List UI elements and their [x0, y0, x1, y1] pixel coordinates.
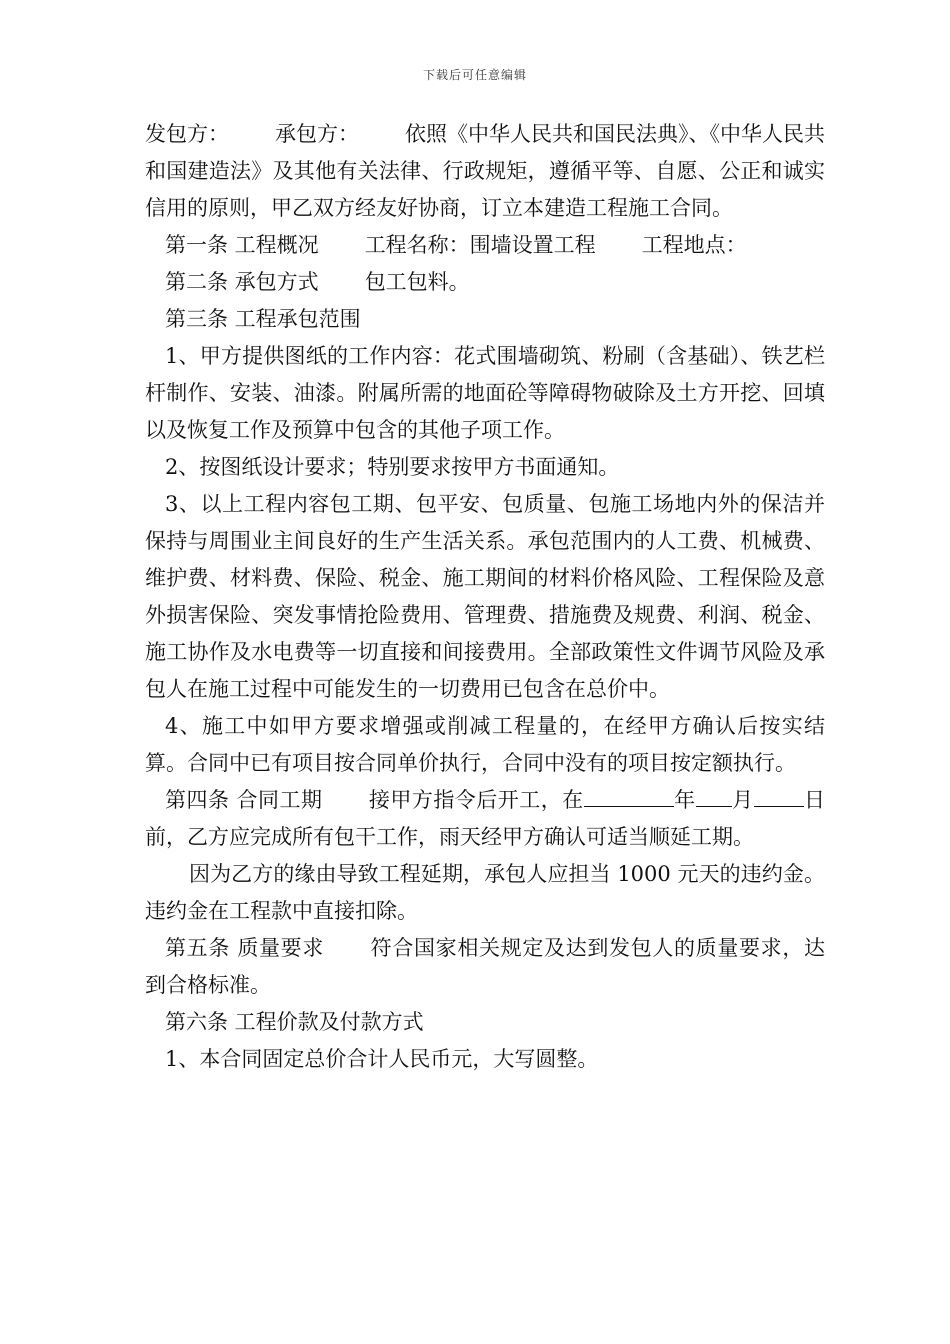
article-3-item-3: 3、以上工程内容包工期、包平安、包质量、包施工场地内外的保洁并保持与周围业主间良好的生产生活关系。承包范围内的人工费、机械费、维护费、材料费、保险、税金、施工期间的材料价格风险、工程保险及意外损害保险、突发事情抢险费用、管理费、措施费及规费、利润、税金、施工协作及水电费等一切直接和间接费用。全部政策性文件调节风险及承包人在施工过程中可能发生的一切费用已包含在总价中。: [145, 492, 825, 701]
preamble-paragraph: [145, 116, 825, 227]
article-4-text-b: 日前，乙方应完成所有包干工作，雨天经甲方确认可适当顺延工期。: [145, 788, 826, 849]
article-4-text-a: 接甲方指令后开工，在: [368, 788, 584, 812]
article-5-title: 第五条 质量要求: [165, 936, 325, 960]
article-4-penalty: 因为乙方的缘由导致工程延期，承包人应担当 1000 元天的违约金。违约金在工程款中直接扣除。: [145, 862, 825, 923]
article-5-line: [145, 930, 825, 1004]
article-1-title: 第一条 工程概况: [165, 233, 319, 257]
start-blank: [584, 782, 674, 807]
year-blank: [696, 782, 732, 807]
month-label: 月: [731, 788, 754, 812]
article-3-item-2: 2、按图纸设计要求；特别要求按甲方书面通知。: [165, 455, 620, 479]
article-2-text: 包工包料。: [364, 270, 470, 294]
article-6-item-1: 1、本合同固定总价合计人民币元，大写圆整。: [165, 1047, 599, 1071]
project-location: 工程地点：: [641, 233, 747, 257]
article-2-title: 第二条 承包方式: [165, 270, 319, 294]
article-3-item-1: 1、甲方提供图纸的工作内容：花式围墙砌筑、粉刷（含基础）、铁艺栏杆制作、安装、油漆。附属所需的地面砼等障碍物破除及土方开挖、回填以及恢复工作及预算中包含的其他子项工作。: [145, 344, 825, 442]
article-4-line: [145, 782, 825, 856]
article-4-title: 第四条 合同工期: [165, 788, 323, 812]
day-blank: [794, 782, 804, 807]
article-5-text: 符合国家相关规定及达到发包人的质量要求，达到合格标准。: [145, 936, 825, 997]
month-blank: [754, 782, 794, 807]
contract-body: [145, 116, 825, 1078]
article-3-title: 第三条 工程承包范围: [165, 307, 361, 331]
article-1-line: [145, 227, 825, 264]
page-header-note: 下载后可任意编辑: [422, 68, 527, 82]
article-2-line: [145, 264, 825, 301]
party-b-label: 承包方：: [275, 122, 359, 146]
article-3-item-4: 4、施工中如甲方要求增强或削减工程量的，在经甲方确认后按实结算。合同中已有项目按合同单价执行，合同中没有的项目按定额执行。: [145, 714, 825, 775]
preamble-text: 依照《中华人民共和国民法典》、《中华人民共和国建造法》及其他有关法律、行政规矩，遵循平等、自愿、公正和诚实信用的原则，甲乙双方经友好协商，订立本建造工程施工合同。: [145, 122, 825, 220]
project-name: 工程名称：围墙设置工程: [364, 233, 596, 257]
year-label: 年: [673, 788, 696, 812]
article-6-title: 第六条 工程价款及付款方式: [165, 1010, 424, 1034]
party-a-label: 发包方：: [145, 122, 229, 146]
